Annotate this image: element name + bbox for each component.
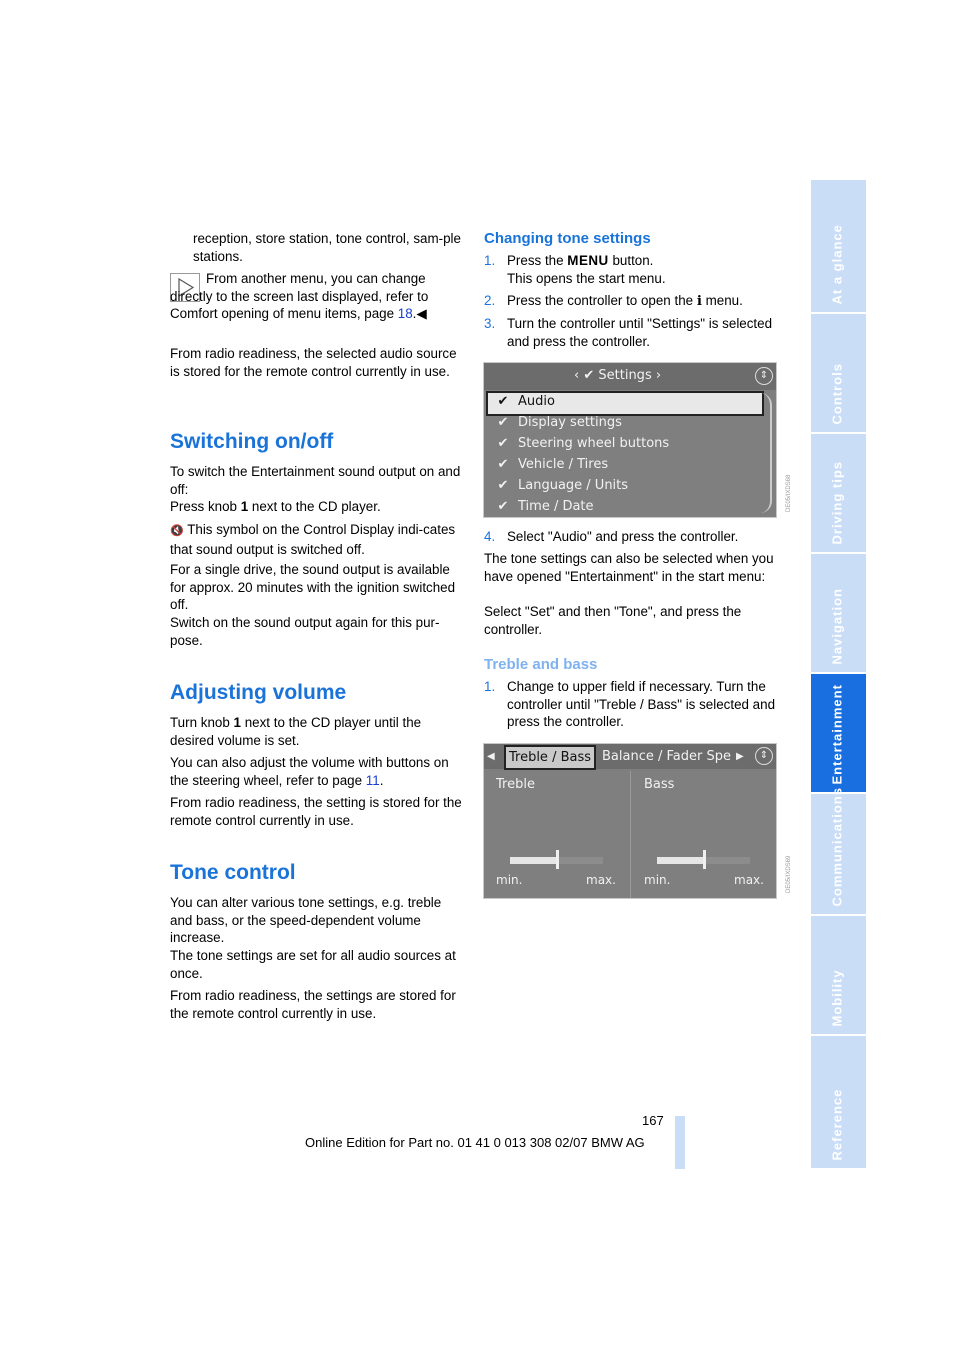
scroll-icon: ⇕: [755, 747, 773, 765]
divider: [630, 771, 631, 898]
tab-balance-fader[interactable]: Balance / Fader Spe: [602, 749, 731, 764]
tab-communications[interactable]: Communications: [811, 794, 866, 914]
tab-navigation[interactable]: Navigation: [811, 554, 866, 672]
settings-title: ‹ ✔ Settings ›: [574, 368, 662, 383]
heading-tone: Tone control: [170, 861, 296, 884]
screen-header: [484, 363, 776, 390]
mute-icon: 🔇: [170, 525, 184, 537]
volume-p1: Turn knob 1 next to the CD player until the desired volume is set.: [170, 715, 422, 748]
treble-bass-screen: [483, 743, 777, 899]
menu-item-vehicle[interactable]: ✔ Vehicle / Tires: [488, 454, 608, 475]
menu-button-icon: MENU: [567, 253, 609, 268]
volume-p2: You can also adjust the volume with buttons on the steering wheel, refer to page 11.: [170, 755, 449, 788]
heading-volume: Adjusting volume: [170, 681, 347, 704]
step-3: 3. Turn the controller until "Settings" is selected and press the controller.: [484, 316, 773, 349]
switching-p4: For a single drive, the sound output is available for approx. 20 minutes with the ignition switched off.: [170, 562, 456, 612]
treble-step-1: 1. Change to upper field if necessary. Turn the controller until "Treble / Bass" is selected and press the controller.: [484, 679, 776, 729]
settings-check-icon: ✔: [583, 368, 595, 383]
intro-paragraph: reception, store station, tone control, sam-ple stations.: [193, 231, 461, 264]
switching-p3: 🔇 This symbol on the Control Display indi-cates that sound output is switched off.: [170, 522, 456, 557]
tab-entertainment[interactable]: Entertainment: [811, 674, 866, 792]
treble-label: Treble: [496, 777, 535, 792]
page-number: 167: [642, 1113, 664, 1128]
alt-paragraph: The tone settings can also be selected when you have opened "Entertainment" in the start menu:: [484, 551, 774, 584]
tab-reference[interactable]: Reference: [811, 1036, 866, 1168]
switching-p1: To switch the Entertainment sound output on and off:: [170, 464, 461, 497]
note-paragraph: [170, 270, 462, 323]
heading-treble-bass: Treble and bass: [484, 656, 598, 673]
bass-label: Bass: [644, 777, 675, 792]
menu-item-steering[interactable]: ✔ Steering wheel buttons: [488, 433, 669, 454]
check-icon: ✔: [497, 394, 509, 409]
tab-controls[interactable]: Controls: [811, 314, 866, 432]
bass-max-label: max.: [734, 873, 764, 887]
tone-p2: The tone settings are set for all audio sources at once.: [170, 948, 456, 981]
treble-min-label: min.: [496, 873, 523, 887]
check-icon: ✔: [497, 436, 509, 451]
tab-treble-bass[interactable]: Treble / Bass: [504, 745, 596, 770]
page-marker: [675, 1116, 685, 1169]
tab-left-arrow-icon[interactable]: ◀: [487, 751, 495, 762]
step-1: 1. Press the MENU button. This opens the start menu.: [484, 253, 666, 286]
info-icon: i: [696, 293, 702, 309]
note-text: From another menu, you can change directly to the screen last displayed, refer to Comfort opening of menu items, page: [170, 271, 429, 321]
tab-mobility[interactable]: Mobility: [811, 916, 866, 1034]
image-code-1: DE05/IXDS68: [786, 474, 792, 512]
bass-min-label: min.: [644, 873, 671, 887]
check-icon: ✔: [497, 415, 509, 430]
screen-tabbar: [484, 744, 776, 769]
scroll-arc: [760, 393, 772, 513]
treble-slider-handle[interactable]: [556, 850, 559, 869]
bass-slider-handle[interactable]: [703, 850, 706, 869]
tab-right-arrow-icon[interactable]: ▶: [736, 751, 744, 762]
radio-paragraph: From radio readiness, the selected audio source is stored for the remote control currently in use.: [170, 346, 457, 379]
image-code-2: DE05/IXDS69: [786, 855, 792, 893]
menu-item-display[interactable]: ✔ Display settings: [488, 412, 622, 433]
volume-p3: From radio readiness, the setting is stored for the remote control currently in use.: [170, 795, 462, 828]
edition-line: Online Edition for Part no. 01 41 0 013 308 02/07 BMW AG: [305, 1135, 645, 1150]
page-link-18[interactable]: 18: [397, 306, 413, 321]
set-tone-paragraph: Select "Set" and then "Tone", and press the controller.: [484, 604, 742, 637]
switching-p2: Press knob 1 next to the CD player.: [170, 499, 381, 514]
check-icon: ✔: [497, 457, 509, 472]
treble-slider-fill: [510, 857, 557, 864]
tab-driving-tips[interactable]: Driving tips: [811, 434, 866, 552]
settings-screen: [483, 362, 777, 518]
bass-slider-fill: [657, 857, 704, 864]
end-mark: .◀: [412, 306, 427, 321]
tone-p1: You can alter various tone settings, e.g. treble and bass, or the speed-dependent volume increase.: [170, 895, 442, 945]
treble-max-label: max.: [586, 873, 616, 887]
heading-switching: Switching on/off: [170, 430, 334, 453]
tab-at-a-glance[interactable]: At a glance: [811, 180, 866, 312]
switching-p5: Switch on the sound output again for this pur-pose.: [170, 615, 440, 648]
check-icon: ✔: [497, 478, 509, 493]
heading-changing-tone: Changing tone settings: [484, 230, 651, 247]
page-link-11[interactable]: 11: [365, 772, 380, 788]
step-4: 4. Select "Audio" and press the controller.: [484, 529, 739, 544]
menu-item-language[interactable]: ✔ Language / Units: [488, 475, 628, 496]
scroll-icon: ⇕: [755, 367, 773, 385]
menu-item-time[interactable]: ✔ Time / Date: [488, 496, 594, 517]
tone-p3: From radio readiness, the settings are stored for the remote control currently in use.: [170, 988, 456, 1021]
step-2: 2. Press the controller to open the i menu.: [484, 293, 743, 309]
check-icon: ✔: [497, 499, 509, 514]
menu-item-audio[interactable]: ✔ Audio: [488, 391, 555, 412]
